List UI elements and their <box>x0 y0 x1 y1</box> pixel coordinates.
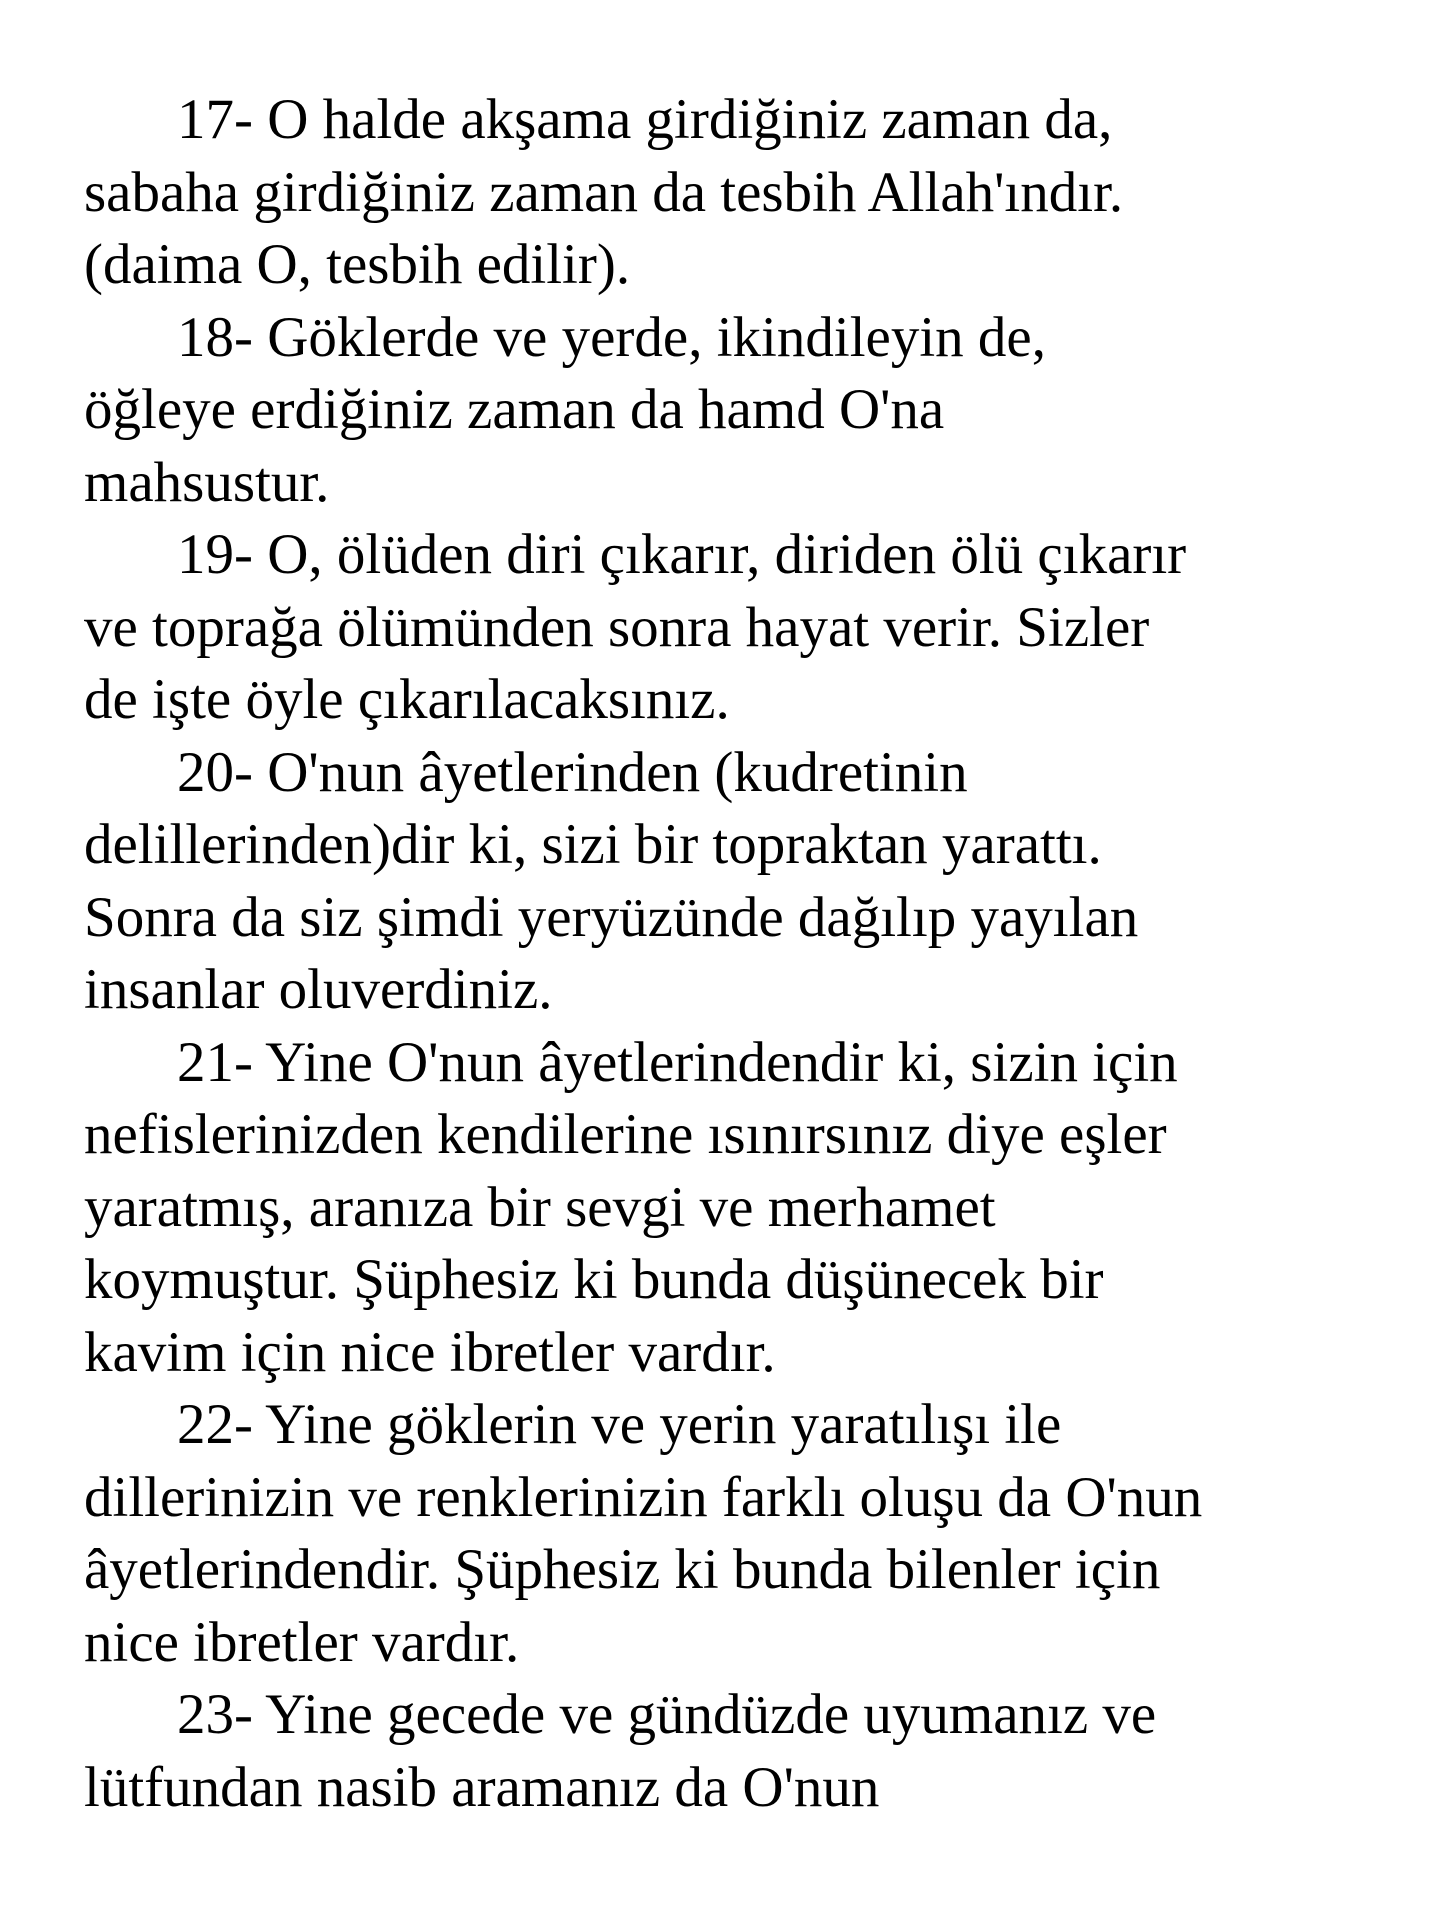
verse-line: sabaha girdiğiniz zaman da tesbih Allah'ındır. <box>84 160 1124 224</box>
verse-line: mahsustur. <box>84 450 330 514</box>
verse-line: koymuştur. Şüphesiz ki bunda düşünecek bir <box>84 1248 1104 1311</box>
verse-line: Sonra da siz şimdi yeryüzünde dağılıp yayılan <box>84 885 1139 949</box>
verse-line: 17- O halde akşama girdiğiniz zaman da, <box>177 88 1113 151</box>
verse-21 <box>84 1027 1384 1390</box>
verse-line: nice ibretler vardır. <box>84 1610 520 1674</box>
verse-line: 20- O'nun âyetlerinden (kudretinin <box>177 740 968 804</box>
verse-line: de işte öyle çıkarılacaksınız. <box>84 668 730 731</box>
verse-19 <box>84 519 1384 737</box>
verse-line: öğleye erdiğiniz zaman da hamd O'na <box>84 378 945 441</box>
verse-20 <box>84 737 1384 1027</box>
document-page <box>84 84 1384 1824</box>
verse-line: ve toprağa ölümünden sonra hayat verir. Sizler <box>84 595 1150 659</box>
verse-22 <box>84 1389 1384 1679</box>
verse-line: âyetlerindendir. Şüphesiz ki bunda bilenler için <box>84 1538 1161 1601</box>
verse-23 <box>84 1679 1384 1824</box>
verse-line: lütfundan nasib aramanız da O'nun <box>84 1755 880 1819</box>
verse-line: 21- Yine O'nun âyetlerindendir ki, sizin için <box>177 1030 1178 1094</box>
verse-line: 19- O, ölüden diri çıkarır, diriden ölü çıkarır <box>177 523 1187 586</box>
verse-line: nefislerinizden kendilerine ısınırsınız diye eşler <box>84 1103 1167 1166</box>
verse-line: 23- Yine gecede ve gündüzde uyumanız ve <box>177 1683 1157 1746</box>
verse-line: dillerinizin ve renklerinizin farklı oluşu da O'nun <box>84 1465 1203 1529</box>
verse-line: (daima O, tesbih edilir). <box>84 233 631 296</box>
verse-line: 18- Göklerde ve yerde, ikindileyin de, <box>177 305 1046 369</box>
verse-line: yaratmış, aranıza bir sevgi ve merhamet <box>84 1175 996 1239</box>
verse-line: kavim için nice ibretler vardır. <box>84 1320 776 1384</box>
verse-line: insanlar oluverdiniz. <box>84 958 553 1021</box>
verse-18 <box>84 302 1384 520</box>
verse-line: 22- Yine göklerin ve yerin yaratılışı ile <box>177 1393 1062 1456</box>
verse-line: delillerinden)dir ki, sizi bir topraktan yarattı. <box>84 813 1102 876</box>
verse-17 <box>84 84 1384 302</box>
